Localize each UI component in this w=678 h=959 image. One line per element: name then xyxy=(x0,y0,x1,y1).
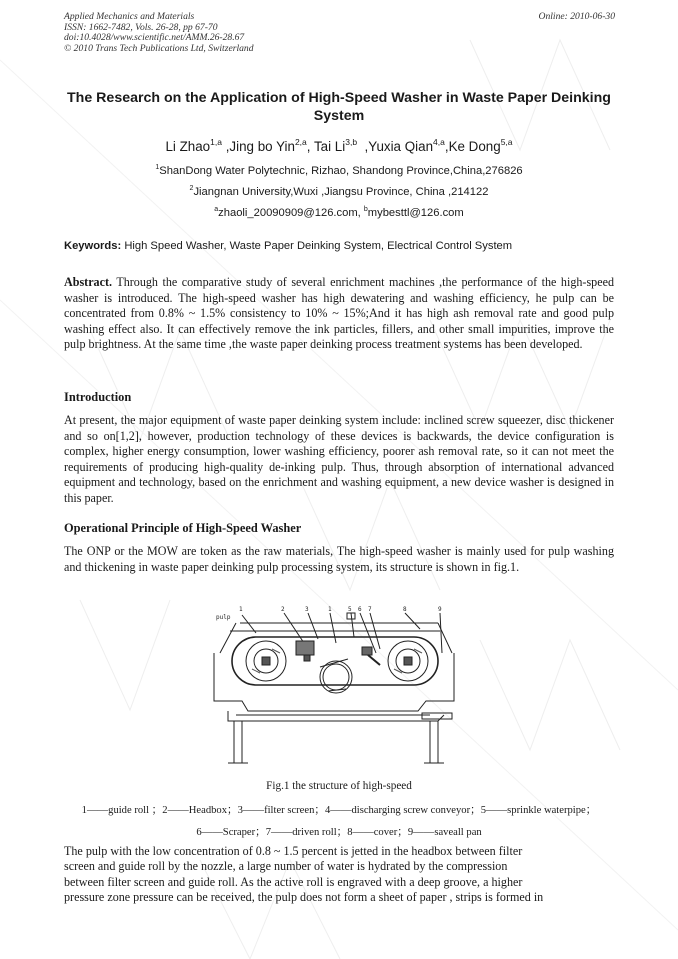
email-line xyxy=(0,206,678,219)
affiliation-sup: 2 xyxy=(189,185,194,192)
figure-legend-line-1: 1——guide roll ；2——Headbox；3——filter screen；4——discharging screw conveyor；5——sprinkle waterpipe； xyxy=(81,805,597,816)
journal-header xyxy=(64,12,394,54)
abstract-label: Abstract. xyxy=(64,275,113,289)
email-b[interactable]: mybesttl@126.com xyxy=(367,207,464,219)
email-sup-a: a xyxy=(214,206,219,213)
figure-number: 7 xyxy=(368,606,372,613)
principle-text: The ONP or the MOW are token as the raw materials, The high-speed washer is mainly used for pulp washing and thickening in waste paper deinking pulp processing system, its structure is shown in fig.1. xyxy=(64,544,614,574)
body-line: The pulp with the low concentration of 0.8 ~ 1.5 percent is jetted in the headbox between filter xyxy=(64,844,523,858)
paper-title: The Research on the Application of High-Speed Washer in Waste Paper Deinking System xyxy=(67,90,611,124)
figure-pulp-label: pulp xyxy=(216,614,231,621)
figure-number: 5 xyxy=(348,606,352,613)
author-sup: 5,a xyxy=(500,137,513,147)
email-sup-b: b xyxy=(363,206,368,213)
principle-heading: Operational Principle of High-Speed Washer xyxy=(64,521,302,535)
figure-number: 1 xyxy=(328,606,332,613)
issn-line: ISSN: 1662-7482, Vols. 26-28, pp 67-70 xyxy=(64,21,218,33)
email-a[interactable]: zhaoli_20090909@126.com, xyxy=(218,207,361,219)
online-date: Online: 2010-06-30 xyxy=(538,11,615,22)
author-name: Yuxia Qian xyxy=(368,139,434,154)
abstract-text: Through the comparative study of several enrichment machines ,the performance of the high-speed washer is introduced. The high-speed washer has high dewatering and washing efficiency, he pulp can be concentrated from 0.8% ~ 1.5% consistency to 10% ~ 15%;And it has high ash removal rate and good pulp washing effect also. It can effectively remove the ink particles, fillers, and other small impurities, improve the pulp brightness. At the same time ,the waste paper deinking process treatment systems has been developed. xyxy=(64,275,614,351)
washer-structure-figure xyxy=(208,603,460,769)
author-name: Li Zhao xyxy=(165,139,211,154)
author-sup: 4,a xyxy=(433,137,445,147)
figure-number: 6 xyxy=(358,606,362,613)
body-line: screen and guide roll by the nozzle, a large number of water is hydrated by the compression xyxy=(64,859,508,874)
author-name: Ke Dong xyxy=(448,139,501,154)
affiliation-1 xyxy=(0,164,678,177)
keywords-text: High Speed Washer, Waste Paper Deinking System, Electrical Control System xyxy=(124,240,513,252)
keywords-label: Keywords: xyxy=(64,240,122,252)
affiliation-sup: 1 xyxy=(155,164,160,171)
body-paragraph xyxy=(64,844,624,905)
abstract xyxy=(64,275,614,353)
figure-number: 9 xyxy=(438,606,442,613)
affiliation-text: ShanDong Water Polytechnic, Rizhao, Shandong Province,China,276826 xyxy=(159,165,523,177)
author-name: Jing bo Yin xyxy=(229,139,295,154)
author-sup: 1,a xyxy=(210,137,222,147)
copyright-line: © 2010 Trans Tech Publications Ltd, Switzerland xyxy=(64,42,254,54)
introduction-heading: Introduction xyxy=(64,390,132,404)
affiliation-text: Jiangnan University,Wuxi ,Jiangsu Province, China ,214122 xyxy=(193,186,489,198)
introduction-text: At present, the major equipment of waste paper deinking system include: inclined screw squeezer, disc thickener and so on[1,2], however, production technology of these devices is backwards, the device configuration is complex, higher energy consumption, lower washing efficiency, poorer ash removal rate, so it can not meet the requirements of producing high-quality de-inking pulp. Thus, through absorption of international advanced equipment and technology, based on the enrichment and washing equipment, a new device washer is designed in this paper. xyxy=(64,413,614,505)
author-sup: 2,a xyxy=(294,137,307,147)
affiliation-2 xyxy=(0,185,678,198)
body-line: pressure zone pressure can be received, the pulp does not form a sheet of paper , strips is formed in xyxy=(64,889,544,904)
author-name: Tai Li xyxy=(313,139,346,154)
body-line: between filter screen and guide roll. As the active roll is engraved with a deep groove, a higher xyxy=(64,874,523,889)
figure-caption: Fig.1 the structure of high-speed xyxy=(266,780,412,792)
figure-number: 2 xyxy=(281,606,285,613)
author-sup: 3,b xyxy=(345,137,358,147)
figure-number: 1 xyxy=(239,606,243,613)
figure-number: 3 xyxy=(305,606,309,613)
keywords xyxy=(64,240,624,252)
figure-legend-line-2: 6——Scraper；7——driven roll；8——cover；9——saveall pan xyxy=(196,827,482,838)
figure-number: 8 xyxy=(403,606,407,613)
author-list: Li Zhao$^{1,a}$ ,Jing bo Yin$^{2,a}$, Tai Li$^{3,b}$ ,Yuxia Qian$^{4,a}$,Ke Dong$^{5,a}$ xyxy=(165,137,513,154)
doi-line: doi:10.4028/www.scientific.net/AMM.26-28.67 xyxy=(64,32,245,44)
journal-name: Applied Mechanics and Materials xyxy=(64,11,195,22)
